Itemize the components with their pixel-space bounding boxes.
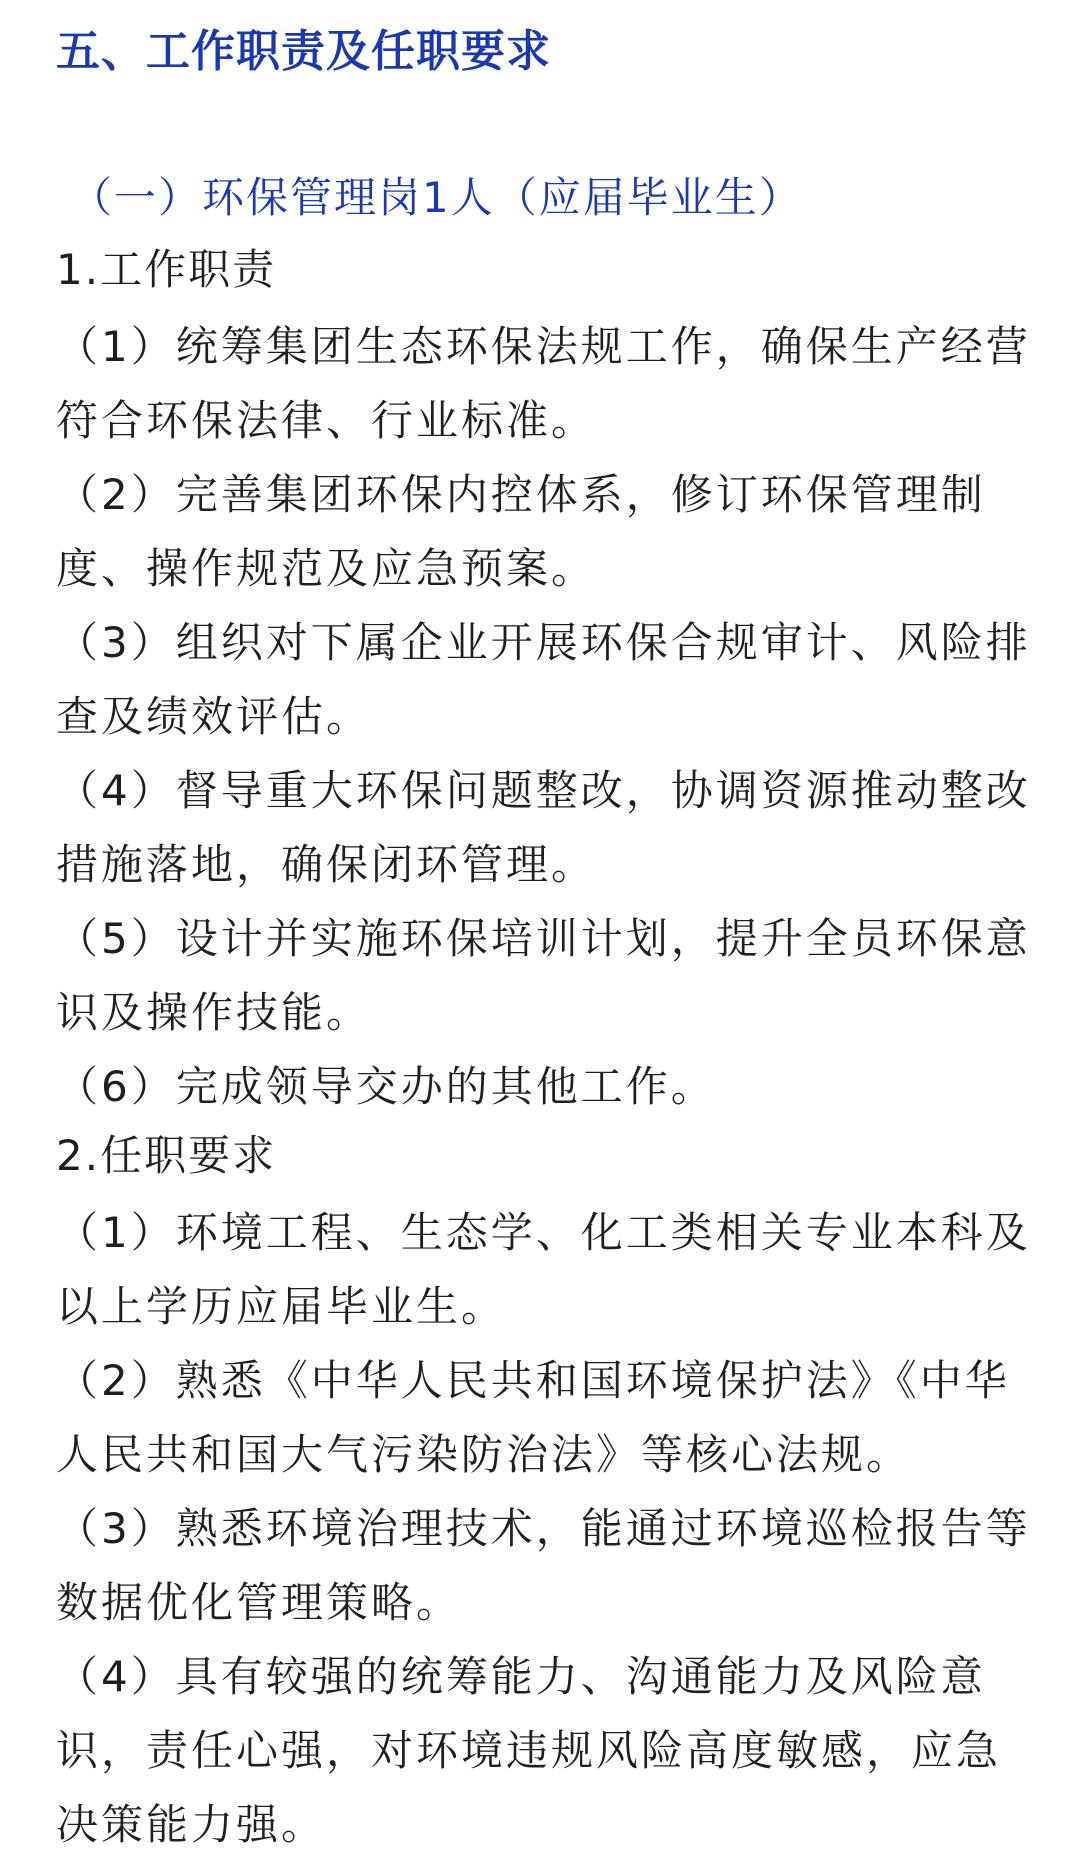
duty-item-5: （5）设计并实施环保培训计划，提升全员环保意识及操作技能。 — [56, 914, 1031, 1037]
position-title: （一）环保管理岗1人（应届毕业生） — [70, 173, 803, 222]
duty-item-4: （4）督导重大环保问题整改，协调资源推动整改措施落地，确保闭环管理。 — [56, 766, 1031, 889]
requirement-item-1: （1）环境工程、生态学、化工类相关专业本科及以上学历应届毕业生。 — [56, 1208, 1031, 1331]
requirement-item-4: （4）具有较强的统筹能力、沟通能力及风险意识，责任心强，对环境违规风险高度敏感，应急决策能力强。 — [56, 1652, 1002, 1849]
requirement-item-3: （3）熟悉环境治理技术，能通过环境巡检报告等数据优化管理策略。 — [56, 1504, 1031, 1627]
duties-heading: 1.工作职责 — [56, 245, 277, 294]
duty-item-6: （6）完成领导交办的其他工作。 — [56, 1062, 716, 1111]
requirement-item-2: （2）熟悉《中华人民共和国环境保护法》《中华人民共和国大气污染防治法》等核心法规。 — [56, 1356, 1010, 1479]
article-body — [56, 166, 1036, 1862]
section-title: 五、工作职责及任职要求 — [56, 26, 551, 77]
duty-item-2: （2）完善集团环保内控体系，修订环保管理制度、操作规范及应急预案。 — [56, 470, 986, 593]
duty-item-3: （3）组织对下属企业开展环保合规审计、风险排查及绩效评估。 — [56, 618, 1031, 741]
duty-item-1: （1）统筹集团生态环保法规工作，确保生产经营符合环保法律、行业标准。 — [56, 322, 1031, 445]
requirements-heading: 2.任职要求 — [56, 1131, 277, 1180]
